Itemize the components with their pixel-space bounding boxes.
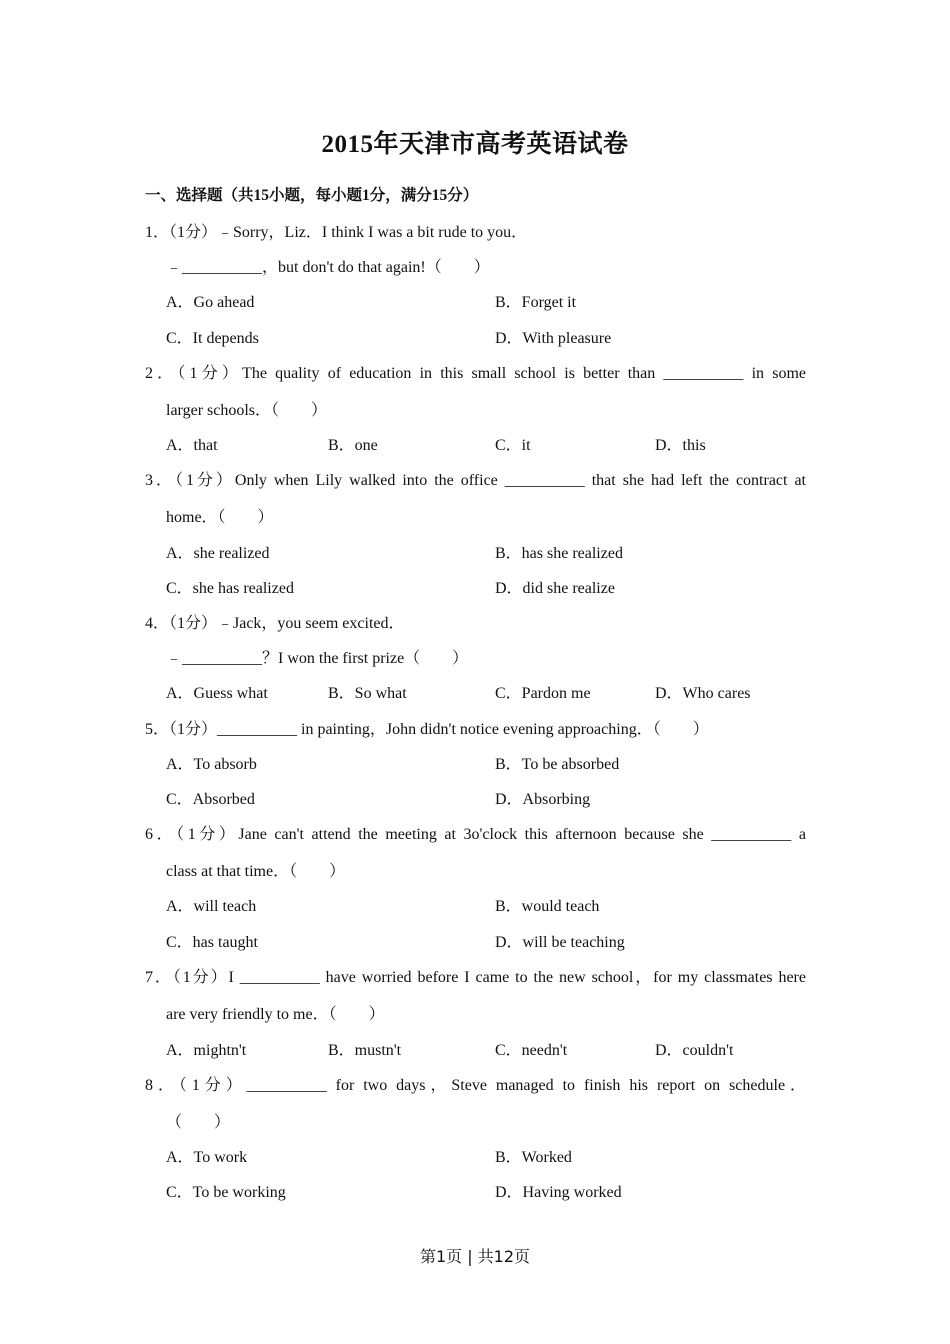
question-6-option-c[interactable]: C．has taught (166, 934, 258, 951)
question-8-option-c[interactable]: C．To be working (166, 1184, 286, 1201)
question-2-stem-cont: larger schools．（ ） (166, 402, 328, 419)
question-5-option-b[interactable]: B．To be absorbed (495, 756, 620, 773)
question-4-option-a[interactable]: A．Guess what (166, 685, 268, 702)
question-3-option-b[interactable]: B．has she realized (495, 545, 623, 562)
question-4-option-d[interactable]: D．Who cares (655, 685, 751, 702)
question-2-option-c[interactable]: C．it (495, 437, 531, 454)
question-6-option-a[interactable]: A．will teach (166, 898, 257, 915)
question-1-option-c[interactable]: C．It depends (166, 330, 259, 347)
question-8-option-d[interactable]: D．Having worked (495, 1184, 622, 1201)
question-4-stem: 4．（1分）﹣Jack，you seem excited． (145, 615, 405, 632)
question-4-option-c[interactable]: C．Pardon me (495, 685, 591, 702)
question-1-option-b[interactable]: B．Forget it (495, 294, 577, 311)
question-2-option-d[interactable]: D．this (655, 437, 706, 454)
question-7-option-d[interactable]: D．couldn't (655, 1042, 734, 1059)
question-1-option-a[interactable]: A．Go ahead (166, 294, 255, 311)
question-2-option-b[interactable]: B．one (328, 437, 378, 454)
question-5-stem: 5．（1分）__________ in painting，John didn't notice evening approaching．（ ） (145, 721, 709, 738)
question-3-option-c[interactable]: C．she has realized (166, 580, 294, 597)
question-7-option-a[interactable]: A．mightn't (166, 1042, 247, 1059)
question-6-stem-cont: class at that time．（ ） (166, 863, 346, 880)
question-5-option-c[interactable]: C．Absorbed (166, 791, 255, 808)
question-7-stem-cont: are very friendly to me．（ ） (166, 1006, 385, 1023)
question-2-stem: 2．（1分）The quality of education in this small school is better than __________ in some (145, 365, 806, 382)
question-4-stem-cont: ﹣__________？I won the first prize（ ） (166, 650, 469, 667)
question-5-option-a[interactable]: A．To absorb (166, 756, 257, 773)
question-1-stem: 1．（1分）﹣Sorry，Liz．I think I was a bit rude to you． (145, 224, 528, 241)
question-2-option-a[interactable]: A．that (166, 437, 218, 454)
question-7-option-c[interactable]: C．needn't (495, 1042, 568, 1059)
section-heading: 一、选择题（共15小题，每小题1分，满分15分） (145, 187, 479, 204)
question-6-option-d[interactable]: D．will be teaching (495, 934, 625, 951)
question-7-option-b[interactable]: B．mustn't (328, 1042, 402, 1059)
question-1-stem-cont: ﹣__________，but don't do that again!（ ） (166, 259, 490, 276)
question-3-option-d[interactable]: D．did she realize (495, 580, 615, 597)
question-5-option-d[interactable]: D．Absorbing (495, 791, 591, 808)
question-3-stem: 3．（1分）Only when Lily walked into the office __________ that she had left the contract at (145, 472, 806, 489)
question-4-option-b[interactable]: B．So what (328, 685, 407, 702)
question-8-stem-cont: （ ） (166, 1114, 231, 1131)
page-footer: 第1页 | 共12页 (419, 1247, 531, 1266)
question-3-option-a[interactable]: A．she realized (166, 545, 270, 562)
question-7-stem: 7．（1分）I __________ have worried before I came to the new school，for my classmates here (145, 969, 806, 986)
question-8-option-a[interactable]: A．To work (166, 1149, 248, 1166)
question-3-stem-cont: home．（ ） (166, 509, 274, 526)
question-8-stem: 8．（1分）__________ for two days，Steve managed to finish his report on schedule． (145, 1077, 806, 1094)
question-6-option-b[interactable]: B．would teach (495, 898, 600, 915)
page-title: 2015年天津市高考英语试卷 (321, 131, 629, 158)
question-8-option-b[interactable]: B．Worked (495, 1149, 572, 1166)
question-6-stem: 6．（1分）Jane can't attend the meeting at 3o'clock this afternoon because she __________ a (145, 826, 806, 843)
question-1-option-d[interactable]: D．With pleasure (495, 330, 612, 347)
